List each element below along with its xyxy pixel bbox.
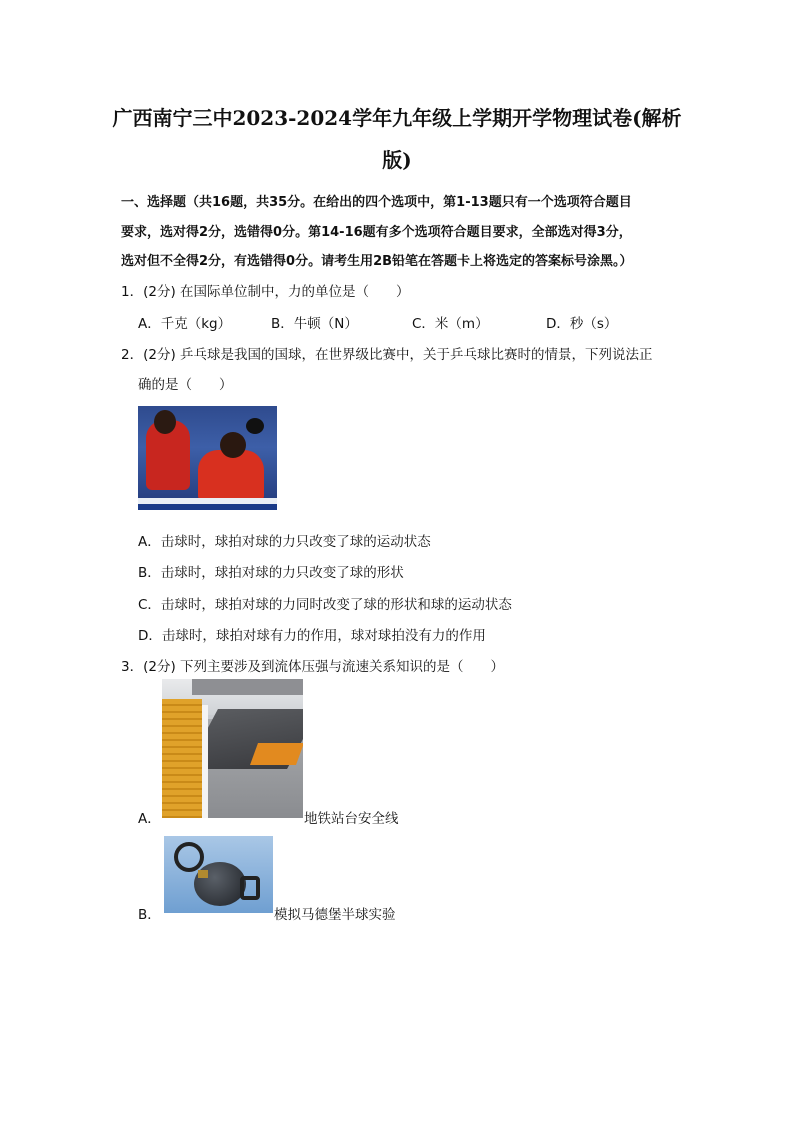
q3-option-b-label[interactable]: B． [138,907,161,923]
question-3-stem: 3．(2分) 下列主要涉及到流体压强与流速关系知识的是（ ） [121,659,505,675]
section-line-2: 要求，选对得2分，选错得0分。第14-16题有多个选项符合题目要求，全部选对得3分， [121,225,632,240]
q1-option-a[interactable]: A．千克（kg） [138,316,232,332]
q2-option-d[interactable]: D．击球时，球拍对球有力的作用，球对球拍没有力的作用 [138,628,486,644]
q3-option-a-caption: 地铁站台安全线 [304,811,399,827]
question-1-stem: 1．(2分) 在国际单位制中，力的单位是（ ） [121,284,410,300]
q3-option-b-caption: 模拟马德堡半球实验 [274,907,396,923]
question-2-stem-line2: 确的是（ ） [138,377,233,393]
ping-pong-photo [138,406,277,510]
doc-title-line1: 广西南宁三中2023-2024学年九年级上学期开学物理试卷(解析 [112,106,682,130]
q1-option-b[interactable]: B．牛顿（N） [271,316,358,332]
q2-option-c[interactable]: C．击球时，球拍对球的力同时改变了球的形状和球的运动状态 [138,597,512,613]
question-2-stem-line1: 2．(2分) 乒乓球是我国的国球，在世界级比赛中，关于乒乓球比赛时的情景，下列说法正 [121,347,653,363]
q1-option-c[interactable]: C．米（m） [412,316,489,332]
q1-option-d[interactable]: D．秒（s） [546,316,618,332]
q2-option-a[interactable]: A．击球时，球拍对球的力只改变了球的运动状态 [138,534,431,550]
q2-option-b[interactable]: B．击球时，球拍对球的力只改变了球的形状 [138,565,404,581]
section-line-1: 一、选择题（共16题，共35分。在给出的四个选项中，第1-13题只有一个选项符合题目 [121,195,632,210]
doc-title-line2: 版) [382,148,412,172]
q3-option-a-label[interactable]: A． [138,811,161,827]
magdeburg-hemisphere-photo [164,836,273,913]
subway-platform-photo [162,679,303,818]
section-line-3: 选对但不全得2分，有选错得0分。请考生用2B铅笔在答题卡上将选定的答案标号涂黑。） [121,254,633,269]
